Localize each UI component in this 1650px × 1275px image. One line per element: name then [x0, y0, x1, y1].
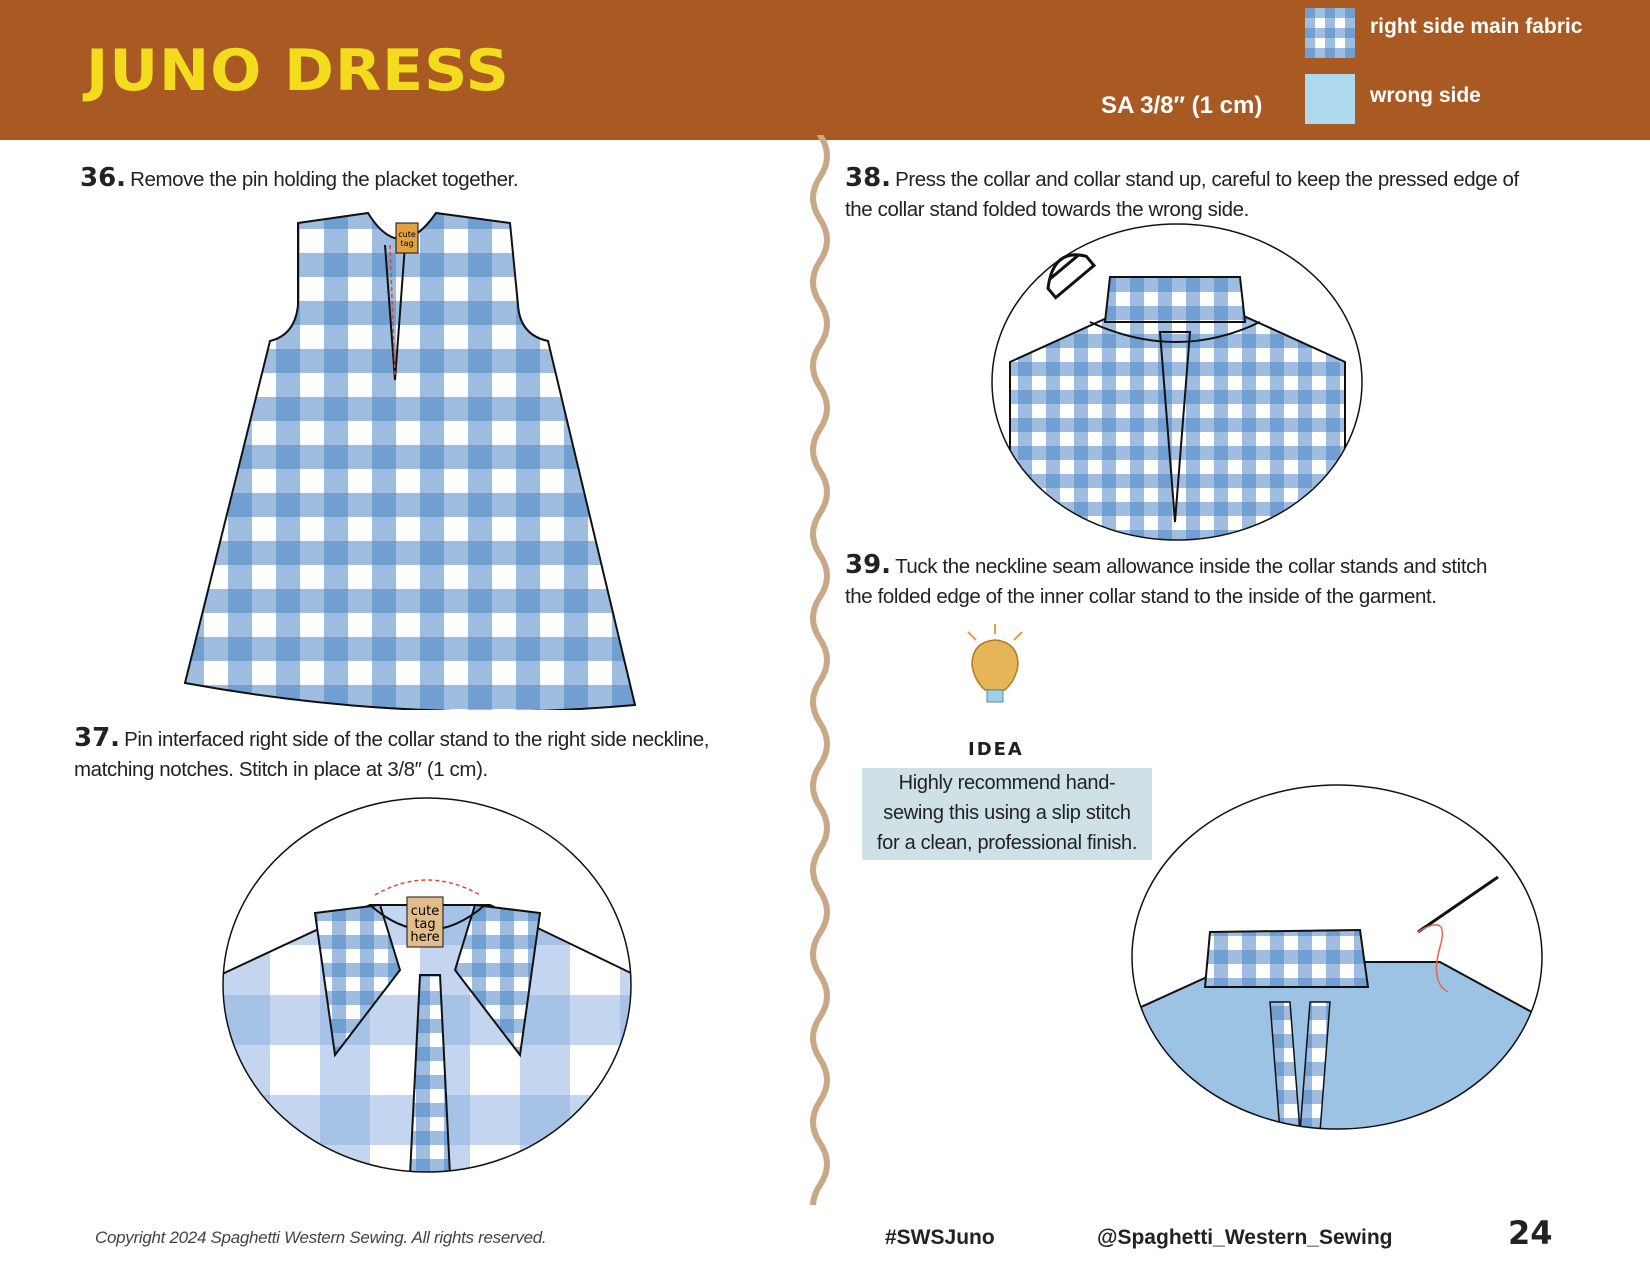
idea-tip-box: [862, 768, 1152, 860]
page-number: 24: [1508, 1214, 1553, 1252]
step-38-number: 38.: [845, 163, 892, 193]
collar-stand-illustration: [220, 795, 635, 1175]
step-36: [80, 163, 518, 195]
step-39-text-line2: the folded edge of the inner collar stand to the inside of the garment.: [845, 585, 1437, 608]
step-38-text-line1: Press the collar and collar stand up, careful to keep the pressed edge of: [895, 168, 1519, 191]
wavy-divider: [800, 135, 840, 1205]
right-side-swatch: [1305, 8, 1355, 58]
step-39-text-line1: Tuck the neckline seam allowance inside the collar stands and stitch: [895, 555, 1487, 578]
step-38-text-line2: the collar stand folded towards the wrong side.: [845, 198, 1249, 221]
step-36-text: Remove the pin holding the placket together.: [130, 168, 519, 191]
tag-line-3: here: [410, 930, 440, 945]
step-39-number: 39.: [845, 550, 892, 580]
slip-stitch-illustration: [1130, 782, 1550, 1132]
step-37-number: 37.: [74, 723, 121, 753]
step-38: [845, 163, 1519, 225]
tag-line-1: cute: [410, 904, 440, 919]
legend-wrong-side-label: wrong side: [1370, 84, 1481, 107]
step-36-number: 36.: [80, 163, 127, 193]
idea-label: IDEA: [968, 739, 1024, 760]
dress-tag-label: cute: [398, 230, 416, 239]
idea-tip-line2: sewing this using a slip stitch: [883, 802, 1131, 824]
pressed-collar-illustration: [990, 222, 1365, 542]
lightbulb-icon: [960, 620, 1030, 720]
idea-tip-line1: Highly recommend hand-: [898, 772, 1116, 794]
copyright: Copyright 2024 Spaghetti Western Sewing. All rights reserved.: [95, 1228, 547, 1247]
seam-allowance: SA 3/8″ (1 cm): [1101, 92, 1263, 119]
idea-tip-line3: for a clean, professional finish.: [876, 832, 1138, 854]
wrong-side-swatch: [1305, 74, 1355, 124]
pattern-title: JUNO DRESS: [86, 37, 510, 105]
step-39: [845, 550, 1487, 612]
dress-illustration: [180, 205, 640, 710]
step-37-text-line2: matching notches. Stitch in place at 3/8″ (1 cm).: [74, 758, 488, 781]
social-handle: @Spaghetti_Western_Sewing: [1097, 1226, 1393, 1249]
iron-icon: [1039, 246, 1094, 298]
step-37-text-line1: Pin interfaced right side of the collar stand to the right side neckline,: [124, 728, 710, 751]
dress-tag-label: tag: [400, 239, 414, 248]
tag-line-2: tag: [414, 917, 436, 932]
needle-icon: [1418, 877, 1498, 932]
step-37: [74, 723, 709, 785]
hashtag: #SWSJuno: [885, 1226, 995, 1249]
legend-right-side-label: right side main fabric: [1370, 15, 1583, 38]
header-banner: [0, 0, 1650, 140]
